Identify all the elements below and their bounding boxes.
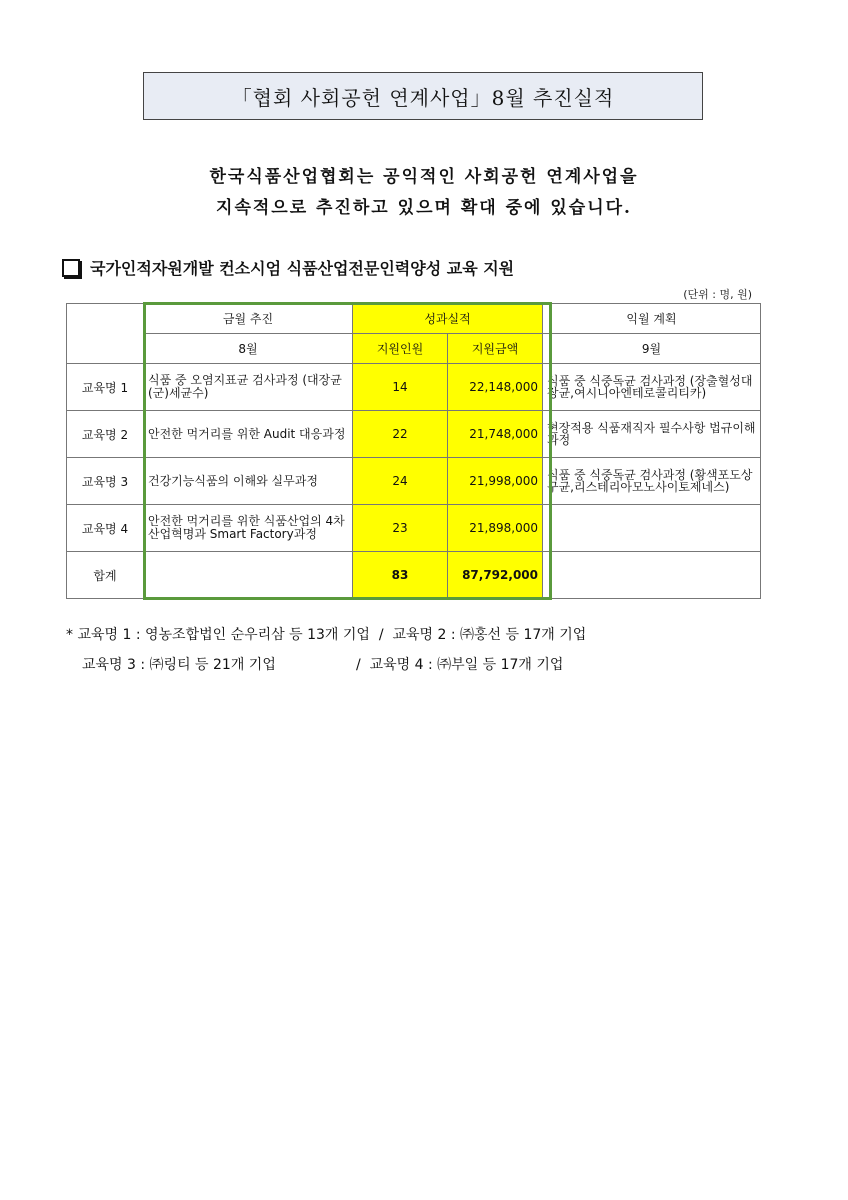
- checkbox-icon: [62, 259, 80, 277]
- support-people: 24: [353, 458, 448, 505]
- support-amount: 21,998,000: [448, 458, 543, 505]
- total-label: 합계: [67, 552, 144, 599]
- unit-note: (단위 : 명, 원): [683, 288, 752, 301]
- next-plan: 식품 중 식중독균 검사과정 (황색포도상구균,리스테리아모노사이토제네스): [543, 458, 761, 505]
- intro-line-1: 한국식품산업협회는 공익적인 사회공헌 연계사업을: [209, 167, 639, 187]
- section-heading: [62, 256, 514, 279]
- header-next-month: 9월: [543, 334, 761, 364]
- header-next: 익월 계획: [543, 304, 761, 334]
- total-plan-empty-cell: [543, 552, 761, 599]
- support-amount: 21,898,000: [448, 505, 543, 552]
- header-empty-cell: [67, 304, 144, 364]
- row-label: 교육명 2: [67, 411, 144, 458]
- support-people: 22: [353, 411, 448, 458]
- section-title: 국가인적자원개발 컨소시엄 식품산업전문인력양성 교육 지원: [90, 259, 515, 278]
- total-amount: 87,792,000: [448, 552, 543, 599]
- course-name: 안전한 먹거리를 위한 Audit 대응과정: [144, 411, 353, 458]
- support-people: 14: [353, 364, 448, 411]
- total-empty-cell: [144, 552, 353, 599]
- support-amount: 22,148,000: [448, 364, 543, 411]
- intro-line-2: 지속적으로 추진하고 있으며 확대 중에 있습니다.: [216, 198, 632, 218]
- next-plan: 식품 중 식중독균 검사과정 (장출혈성대장균,여시니아엔테로콜리티카): [543, 364, 761, 411]
- row-label: 교육명 3: [67, 458, 144, 505]
- row-label: 교육명 4: [67, 505, 144, 552]
- footnote-line-2: 교육명 3 : ㈜링티 등 21개 기업 / 교육명 4 : ㈜부일 등 17개 기업: [82, 657, 564, 673]
- header-people: 지원인원: [353, 334, 448, 364]
- table-total-row: [67, 552, 761, 599]
- support-amount: 21,748,000: [448, 411, 543, 458]
- table-header-row-2: [67, 334, 761, 364]
- header-amount: 지원금액: [448, 334, 543, 364]
- header-current: 금월 추진: [144, 304, 353, 334]
- page-title: 「협회 사회공헌 연계사업」8월 추진실적: [143, 72, 703, 120]
- header-month: 8월: [144, 334, 353, 364]
- next-plan: 현장적용 식품재직자 필수사항 법규이해 과정: [543, 411, 761, 458]
- row-label: 교육명 1: [67, 364, 144, 411]
- course-name: 안전한 먹거리를 위한 식품산업의 4차산업혁명과 Smart Factory과정: [144, 505, 353, 552]
- table-row: [67, 364, 761, 411]
- footnote-line-1: * 교육명 1 : 영농조합법인 순우리삼 등 13개 기업 / 교육명 2 : ㈜홍선 등 17개 기업: [66, 627, 587, 643]
- next-plan: [543, 505, 761, 552]
- total-people: 83: [353, 552, 448, 599]
- header-result: 성과실적: [353, 304, 543, 334]
- table-header-row-1: [67, 304, 761, 334]
- support-people: 23: [353, 505, 448, 552]
- performance-table: [66, 303, 761, 599]
- course-name: 식품 중 오염지표균 검사과정 (대장균(군)세균수): [144, 364, 353, 411]
- course-name: 건강기능식품의 이해와 실무과정: [144, 458, 353, 505]
- table-row: [67, 411, 761, 458]
- table-row: [67, 505, 761, 552]
- table-row: [67, 458, 761, 505]
